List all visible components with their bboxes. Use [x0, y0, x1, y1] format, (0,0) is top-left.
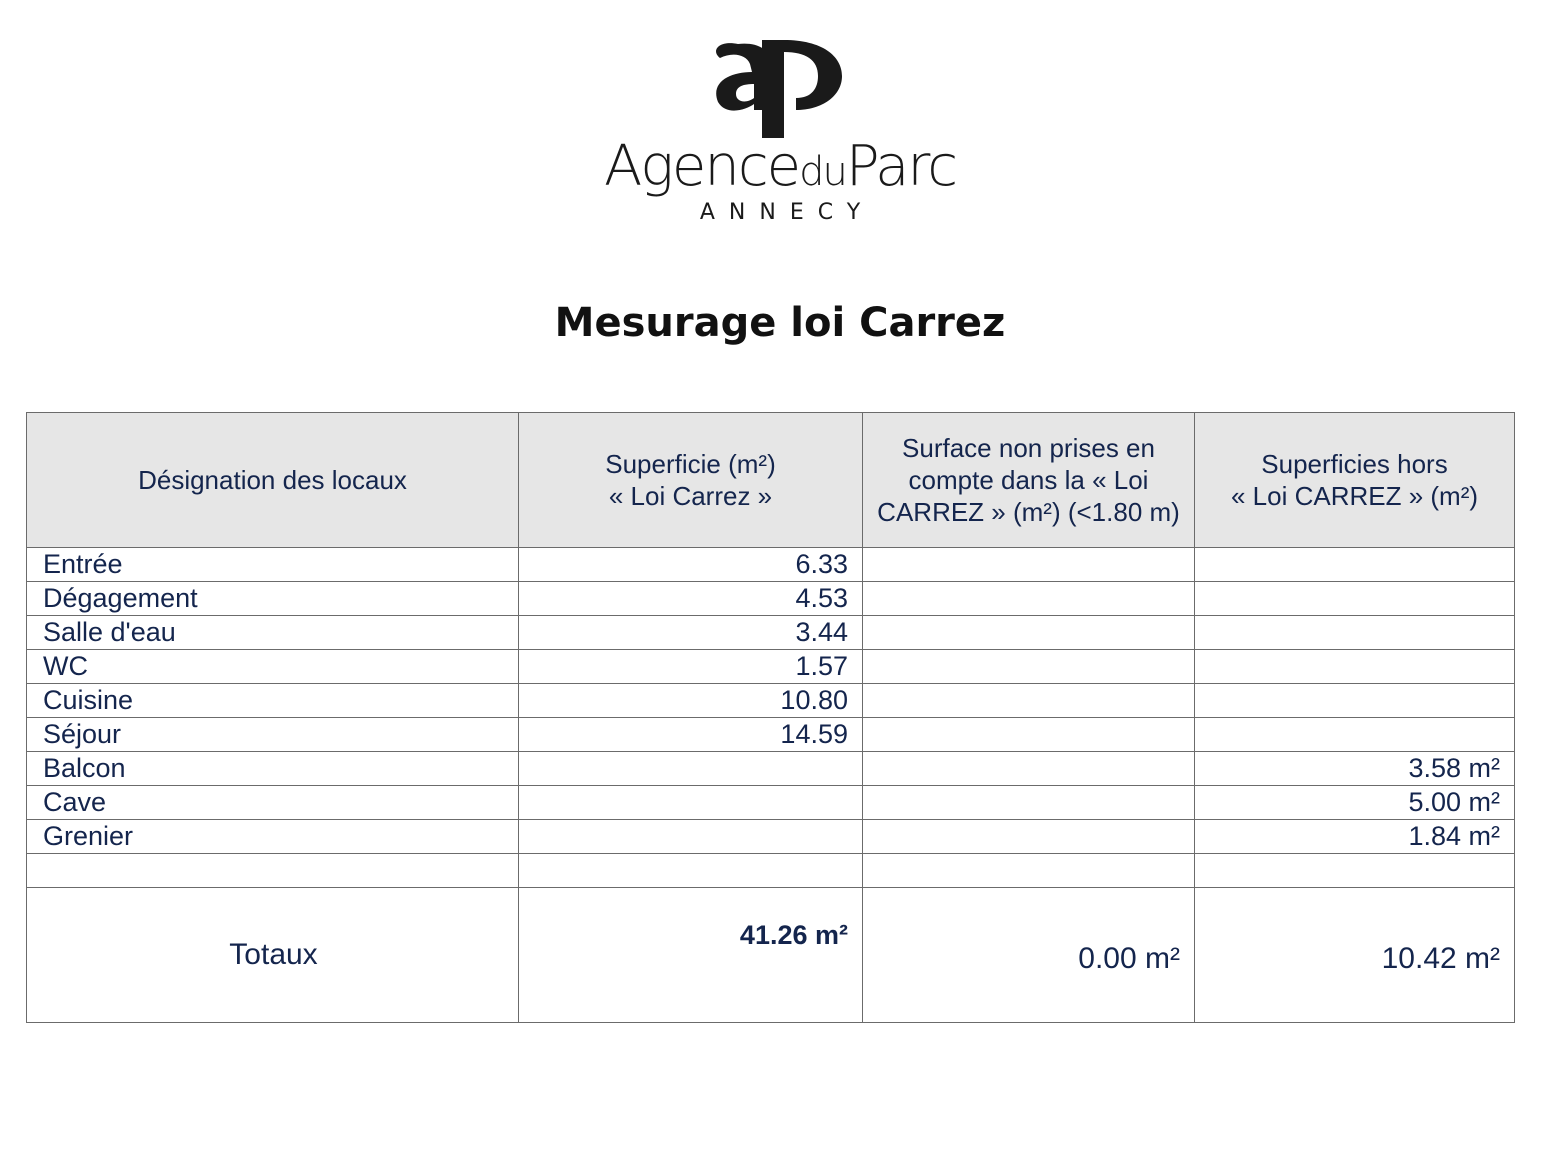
table-row: [27, 582, 1515, 616]
room-label: Entrée: [27, 548, 519, 582]
totals-row: [27, 888, 1515, 1023]
room-label: Dégagement: [27, 582, 519, 616]
table-row: [27, 820, 1515, 854]
carrez-value: 14.59: [519, 718, 863, 752]
carrez-value: [519, 786, 863, 820]
hors-value: 5.00 m²: [1195, 786, 1515, 820]
room-label: Salle d'eau: [27, 616, 519, 650]
non-prises-value: [863, 548, 1195, 582]
carrez-value: 3.44: [519, 616, 863, 650]
hors-value: [1195, 854, 1515, 888]
agency-name-part3: Parc: [845, 134, 956, 199]
room-label: Cuisine: [27, 684, 519, 718]
ap-monogram-icon: [560, 30, 1000, 140]
carrez-table: [26, 412, 1515, 1023]
hors-value: [1195, 684, 1515, 718]
carrez-value: 6.33: [519, 548, 863, 582]
header-superficie-carrez: [519, 413, 863, 548]
non-prises-value: [863, 718, 1195, 752]
total-carrez: 41.26 m²: [519, 888, 863, 1023]
totals-label: Totaux: [27, 888, 519, 1023]
agency-city: ANNECY: [699, 200, 875, 225]
carrez-value: 1.57: [519, 650, 863, 684]
room-label: Grenier: [27, 820, 519, 854]
agency-name-part1: Agence: [603, 134, 800, 199]
non-prises-value: [863, 786, 1195, 820]
table-row: [27, 650, 1515, 684]
non-prises-value: [863, 820, 1195, 854]
table-header-row: [27, 413, 1515, 548]
header-surface-non-prises: Surface non prises en compte dans la « Loi CARREZ » (m²) (<1.80 m): [863, 413, 1195, 548]
non-prises-value: [863, 752, 1195, 786]
non-prises-value: [863, 616, 1195, 650]
table-row: [27, 718, 1515, 752]
header-designation: Désignation des locaux: [27, 413, 519, 548]
hors-value: 3.58 m²: [1195, 752, 1515, 786]
room-label: Balcon: [27, 752, 519, 786]
header-superficie-carrez-text: Superficie (m²) « Loi Carrez »: [605, 449, 776, 511]
agency-name: [560, 134, 1000, 199]
table-row: [27, 616, 1515, 650]
room-label: Séjour: [27, 718, 519, 752]
carrez-value: [519, 854, 863, 888]
carrez-value: 4.53: [519, 582, 863, 616]
table-row: [27, 752, 1515, 786]
non-prises-value: [863, 650, 1195, 684]
total-hors: 10.42 m²: [1195, 888, 1515, 1023]
non-prises-value: [863, 854, 1195, 888]
table-row: [27, 786, 1515, 820]
room-label: Cave: [27, 786, 519, 820]
table-row: [27, 548, 1515, 582]
hors-value: 1.84 m²: [1195, 820, 1515, 854]
header-superficies-hors: [1195, 413, 1515, 548]
room-label: [27, 854, 519, 888]
room-label: WC: [27, 650, 519, 684]
table-row: [27, 684, 1515, 718]
non-prises-value: [863, 684, 1195, 718]
hors-value: [1195, 616, 1515, 650]
agency-name-part2: du: [799, 149, 846, 195]
hors-value: [1195, 650, 1515, 684]
hors-value: [1195, 718, 1515, 752]
table-row-empty: [27, 854, 1515, 888]
carrez-value: [519, 820, 863, 854]
hors-value: [1195, 548, 1515, 582]
non-prises-value: [863, 582, 1195, 616]
agency-logo: [560, 30, 1000, 230]
page-title: Mesurage loi Carrez: [554, 300, 1006, 346]
carrez-value: 10.80: [519, 684, 863, 718]
header-superficies-hors-text: Superficies hors « Loi CARREZ » (m²): [1230, 449, 1479, 511]
carrez-value: [519, 752, 863, 786]
total-non-prises: 0.00 m²: [863, 888, 1195, 1023]
hors-value: [1195, 582, 1515, 616]
